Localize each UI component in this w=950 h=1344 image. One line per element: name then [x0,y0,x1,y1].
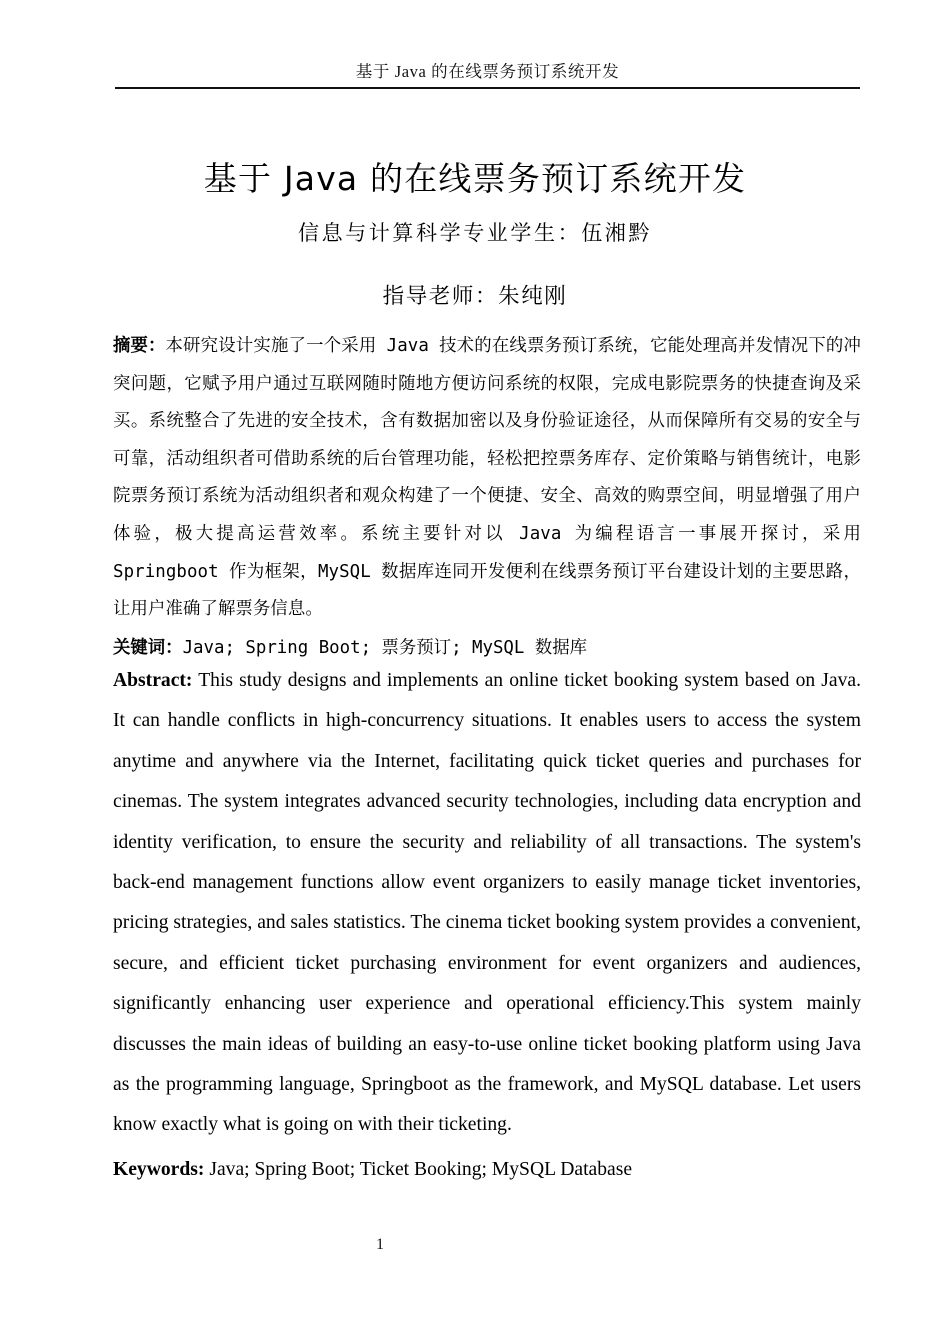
abstract-en-body: This study designs and implements an online ticket booking system based on Java. It can handle conflicts in high-concurrency situations. It enables users to access the system anytime and anywhere via the Internet, facilitating quick ticket queries and purchases for cinemas. The system integrates advanced security technologies, including data encryption and identity verification, to ensure the security and reliability of all transactions. The system's back-end management functions allow event organizers to easily manage ticket inventories, pricing strategies, and sales statistics. The cinema ticket booking system provides a convenient, secure, and efficient ticket purchasing environment for event organizers and audiences, significantly enhancing user experience and operational efficiency.This system mainly discusses the main ideas of building an easy-to-use online ticket booking platform using Java as the programming language, Springboot as the framework, and MySQL database. Let users know exactly what is going on with their ticketing. [113,670,861,1136]
keywords-cn-line [113,629,861,665]
page-title: 基于 Java 的在线票务预订系统开发 [203,159,747,199]
byline-advisor: 指导老师：朱纯刚 [382,284,568,308]
header-divider [115,87,860,89]
abstract-en-section [113,661,861,1188]
keywords-en-line [113,1146,861,1188]
keywords-cn-label: 关键词： [113,637,183,658]
keywords-cn-value: Java; Spring Boot; 票务预订; MySQL 数据库 [182,637,588,658]
byline-student: 信息与计算科学专业学生：伍湘黔 [298,221,652,245]
keywords-en-label: Keywords: [113,1158,205,1180]
running-header-title: 基于 Java 的在线票务预订系统开发 [355,62,620,81]
abstract-en-label: Abstract: [113,670,193,691]
abstract-cn-body: 本研究设计实施了一个采用 Java 技术的在线票务预订系统，它能处理高并发情况下的冲突问题，它赋予用户通过互联网随时随地方便访问系统的权限，完成电影院票务的快捷查询及采买。系统整合了先进的安全技术，含有数据加密以及身份验证途径，从而保障所有交易的安全与可靠，活动组织者可借助系统的后台管理功能，轻松把控票务库存、定价策略与销售统计，电影院票务预订系统为活动组织者和观众构建了一个便捷、安全、高效的购票空间，明显增强了用户体验，极大提高运营效率。系统主要针对以 Java 为编程语言一事展开探讨，采用 Springboot 作为框架，MySQL 数据库连同开发便利在线票务预订平台建设计划的主要思路，让用户准确了解票务信息。 [113,336,861,620]
abstract-en-paragraph [113,661,861,1146]
abstract-cn-label: 摘要： [113,336,166,356]
keywords-en-value: Java; Spring Boot; Ticket Booking; MySQL Database [204,1158,633,1180]
abstract-cn-paragraph [113,328,861,629]
footer-page-number: 1 [376,1236,384,1253]
running-header [115,62,860,97]
abstract-cn-section [113,328,861,665]
